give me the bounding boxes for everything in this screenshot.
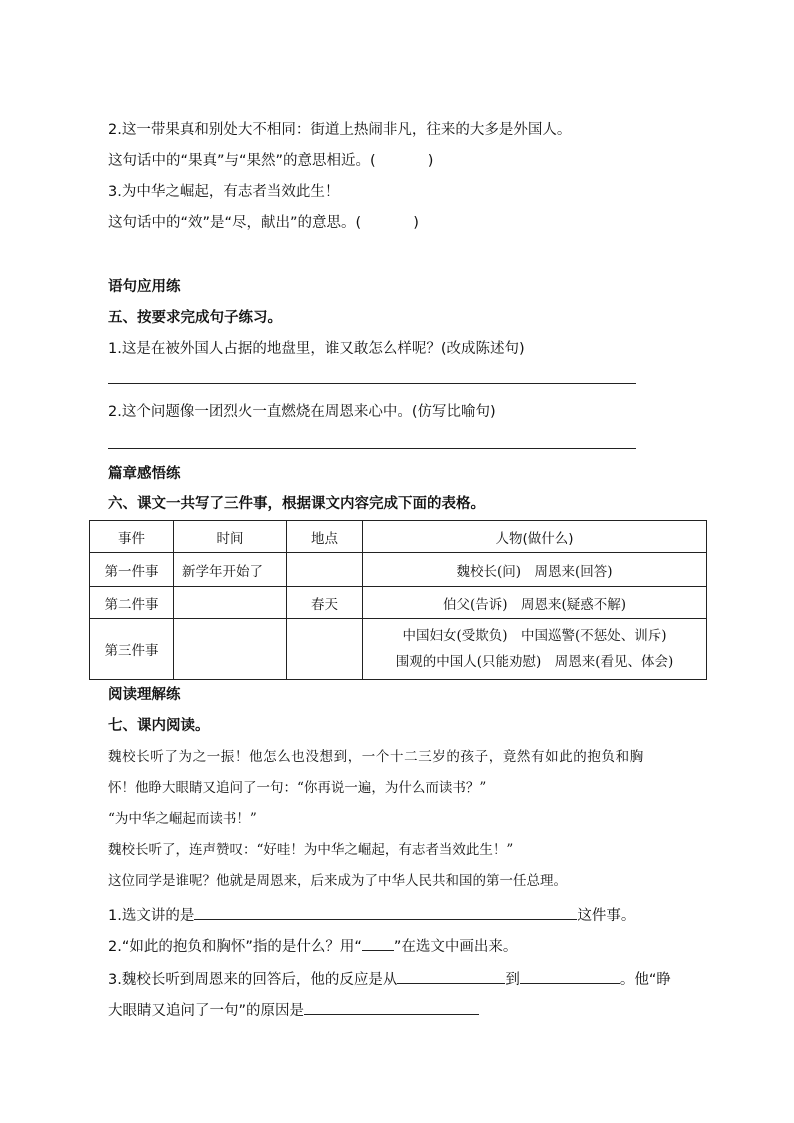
section-title-6: 六、课文一共写了三件事，根据课文内容完成下面的表格。 [108, 496, 485, 512]
header-place: 地点 [287, 521, 363, 553]
cell-place: 春天 [287, 587, 363, 619]
answer-line-q2[interactable] [108, 448, 636, 449]
passage-line-1: 魏校长听了为之一振！他怎么也没想到，一个十二三岁的孩子，竟然有如此的抱负和胸 [108, 749, 644, 765]
reading-q3-line2-prefix: 大眼睛又追问了一句”的原因是 [108, 1003, 305, 1019]
cell-place[interactable] [287, 553, 363, 587]
reading-q3-blank-reason[interactable] [304, 998, 479, 1015]
section-title-7: 七、课内阅读。 [108, 718, 210, 734]
q2-judge [108, 151, 433, 171]
cell-event: 第三件事 [90, 619, 174, 680]
people-line-2: 围观的中国人(只能劝慰) 周恩来(看见、体会) [395, 654, 674, 670]
reading-q1-suffix: 这件事。 [577, 908, 636, 924]
people-line-1: 中国妇女(受欺负) 中国巡警(不惩处、训斥) [402, 628, 667, 644]
q3-judge [108, 213, 419, 233]
reading-q3-prefix: 3.魏校长听到周恩来的回答后，他的反应是从 [108, 972, 398, 988]
underline-sample [362, 934, 394, 951]
cell-people: 魏校长(问) 周恩来(回答) [363, 553, 707, 587]
reading-q1-prefix: 1.选文讲的是 [108, 908, 195, 924]
cell-event: 第二件事 [90, 587, 174, 619]
reading-q2-suffix: ”在选文中画出来。 [393, 939, 518, 955]
cell-place[interactable] [287, 619, 363, 680]
sentence-q1: 1.这是在被外国人占据的地盘里，谁又敢怎么样呢？(改成陈述句) [108, 341, 525, 357]
cell-time[interactable] [174, 619, 287, 680]
reading-q2 [108, 934, 517, 957]
section-heading-yuedu: 阅读理解练 [108, 687, 181, 703]
header-event: 事件 [90, 521, 174, 553]
reading-q3-mid: 到 [505, 972, 520, 988]
passage-line-2: 怀！他睁大眼睛又追问了一句：“你再说一遍，为什么而读书？” [108, 780, 487, 796]
q3-judge-text: 这句话中的“效”是“尽，献出”的意思。( [108, 215, 362, 231]
passage-line-5: 这位同学是谁呢？他就是周恩来，后来成为了中华人民共和国的第一任总理。 [108, 873, 567, 889]
answer-line-q1[interactable] [108, 383, 636, 384]
reading-q3-line2 [108, 998, 479, 1021]
sentence-q2: 2.这个问题像一团烈火一直燃烧在周恩来心中。(仿写比喻句) [108, 404, 496, 420]
cell-people: 伯父(告诉) 周恩来(疑惑不解) [363, 587, 707, 619]
q2-sentence: 2.这一带果真和别处大不相同：街道上热闹非凡，往来的大多是外国人。 [108, 122, 572, 138]
cell-time[interactable]: 新学年开始了 [174, 553, 287, 587]
cell-people [363, 619, 707, 680]
reading-q1-blank[interactable] [194, 903, 577, 920]
q3-sentence: 3.为中华之崛起，有志者当效此生！ [108, 184, 340, 200]
section-heading-pianzhang: 篇章感悟练 [108, 466, 181, 482]
events-table [89, 520, 707, 680]
q2-judge-close: ) [427, 153, 434, 169]
q2-judge-text: 这句话中的“果真”与“果然”的意思相近。( [108, 153, 376, 169]
table-row [90, 619, 707, 680]
header-time: 时间 [174, 521, 287, 553]
reading-q1 [108, 903, 635, 926]
section-heading-yuju: 语句应用练 [108, 279, 181, 295]
passage-line-3: “为中华之崛起而读书！” [108, 811, 257, 827]
header-people: 人物(做什么) [363, 521, 707, 553]
passage-line-4: 魏校长听了，连声赞叹：“好哇！为中华之崛起，有志者当效此生！” [108, 842, 514, 858]
reading-q3 [108, 967, 671, 990]
table-row [90, 587, 707, 619]
table-row [90, 553, 707, 587]
reading-q2-prefix: 2.“如此的抱负和胸怀”指的是什么？用“ [108, 939, 362, 955]
cell-event: 第一件事 [90, 553, 174, 587]
cell-time[interactable] [174, 587, 287, 619]
table-header-row [90, 521, 707, 553]
section-title-5: 五、按要求完成句子练习。 [108, 310, 282, 326]
reading-q3-blank-from[interactable] [397, 967, 505, 984]
reading-q3-blank-to[interactable] [520, 967, 620, 984]
q3-judge-close: ) [413, 215, 419, 231]
reading-q3-suffix: 。他“睁 [619, 972, 671, 988]
